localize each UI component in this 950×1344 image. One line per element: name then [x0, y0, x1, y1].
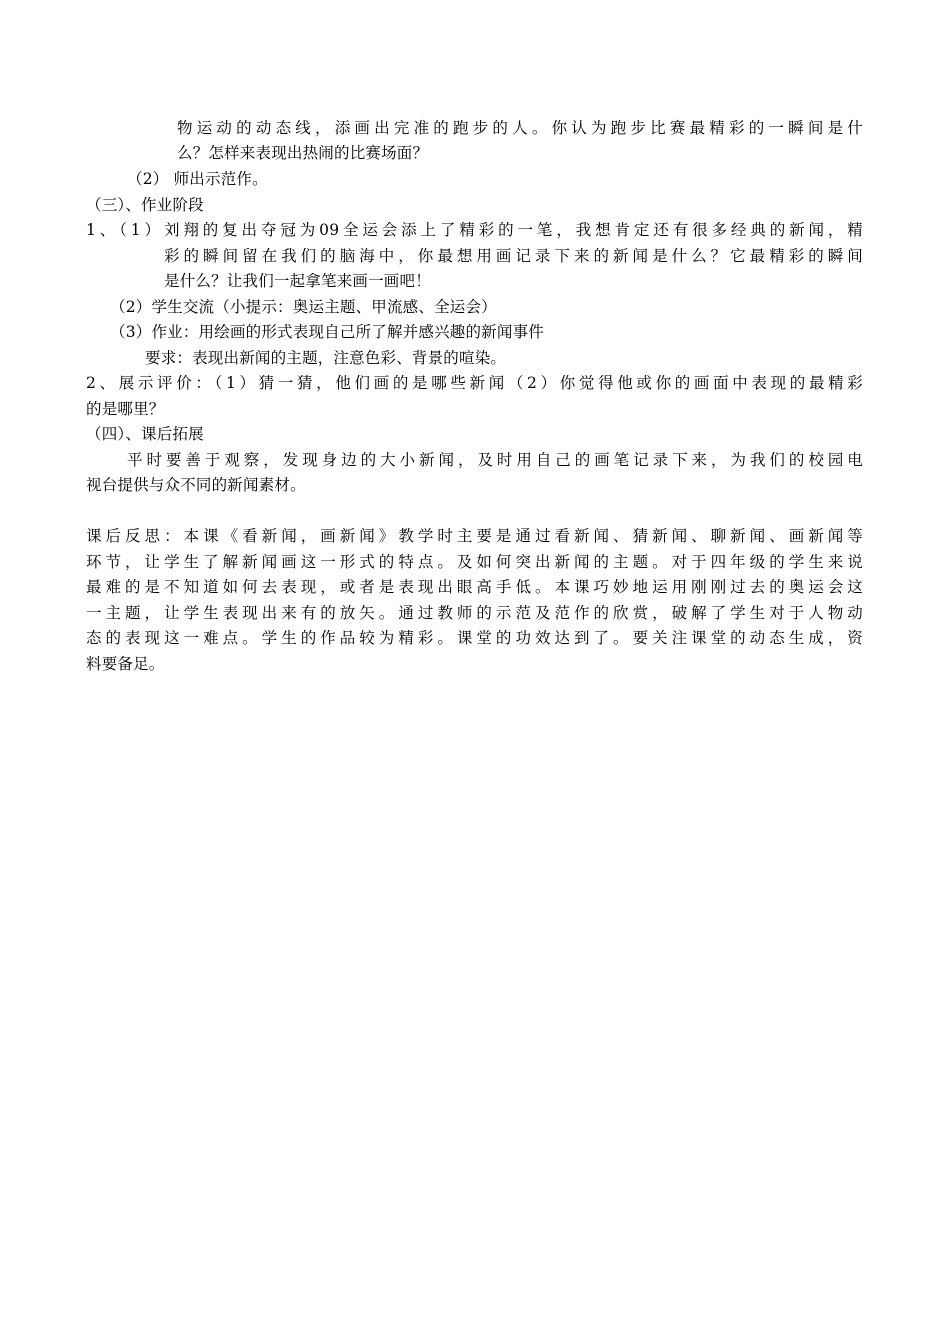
text-line: 最难的是不知道如何去表现，或者是表现出眼高手低。本课巧妙地运用刚刚过去的奥运会这 [86, 578, 863, 596]
text-line: 料要备足。 [86, 655, 165, 673]
text-line: 平时要善于观察，发现身边的大小新闻，及时用自己的画笔记录下来，为我们的校园电 [127, 451, 863, 469]
text-line: 2、展示评价：（1）猜一猜，他们画的是哪些新闻（2）你觉得他或你的画面中表现的最精彩 [86, 374, 863, 392]
text-line: 么？怎样来表现出热闹的比赛场面？ [177, 144, 429, 162]
text-line: 视台提供与众不同的新闻素材。 [86, 476, 306, 494]
text-line: 态的表现这一难点。学生的作品较为精彩。课堂的功效达到了。要关注课堂的动态生成，资 [86, 629, 863, 647]
text-line: 的是哪里？ [86, 400, 165, 418]
text-line: （2） 师出示范作。 [127, 170, 268, 188]
section-heading: （四）、课后拓展 [86, 425, 204, 443]
text-line: 要求：表现出新闻的主题，注意色彩、背景的喧染。 [145, 349, 507, 367]
text-line: （2）学生交流（小提示：奥运主题、甲流感、全运会） [110, 298, 497, 316]
text-line: （3）作业：用绘画的形式表现自己所了解并感兴趣的新闻事件 [110, 323, 544, 341]
text-line: 一主题，让学生表现出来有的放矢。通过教师的示范及范作的欣赏，破解了学生对于人物动 [86, 604, 863, 622]
text-line: 物运动的动态线，添画出完准的跑步的人。你认为跑步比赛最精彩的一瞬间是什 [177, 119, 863, 137]
text-line: 彩的瞬间留在我们的脑海中，你最想用画记录下来的新闻是什么？它最精彩的瞬间 [164, 247, 863, 265]
text-line: 是什么？让我们一起拿笔来画一画吧！ [164, 272, 431, 290]
section-heading: （三）、作业阶段 [86, 196, 204, 214]
text-line: 1、（1）刘翔的复出夺冠为09全运会添上了精彩的一笔，我想肯定还有很多经典的新闻，精 [86, 221, 863, 239]
text-line: 环节，让学生了解新闻画这一形式的特点。及如何突出新闻的主题。对于四年级的学生来说 [86, 553, 863, 571]
text-line: 课后反思：本课《看新闻，画新闻》教学时主要是通过看新闻、猜新闻、聊新闻、画新闻等 [86, 527, 863, 545]
